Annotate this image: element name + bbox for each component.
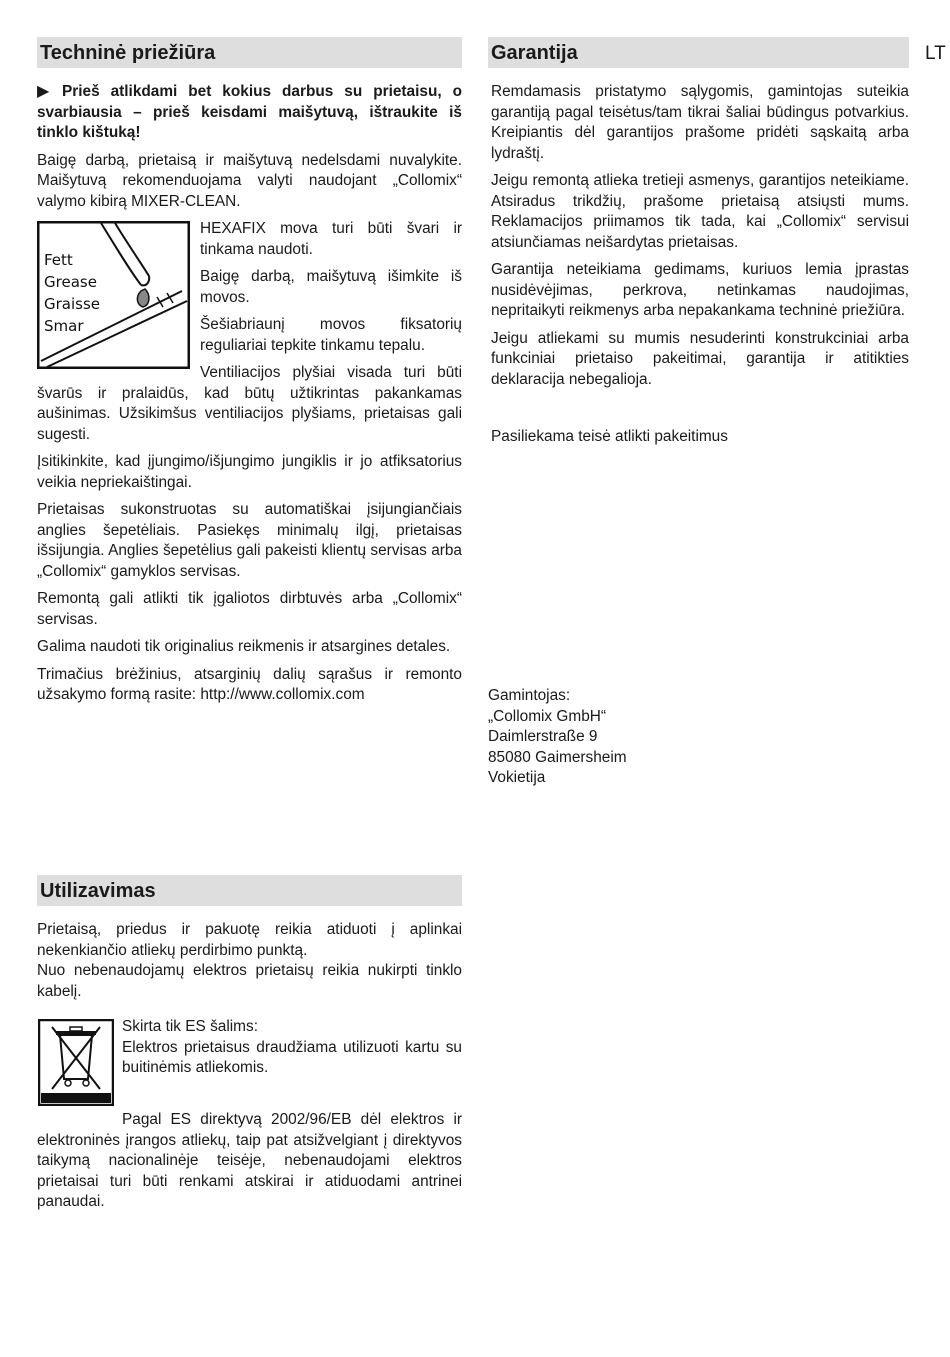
- disposal-p1: Prietaisą, priedus ir pakuotę reikia atiduoti į aplinkai nekenkiančio atliekų perdirbimo punktą.: [37, 921, 462, 959]
- disposal-section: [37, 875, 462, 1220]
- grease-label-1: Fett: [44, 251, 73, 269]
- warranty-p2: Jeigu remontą atlieka tretieji asmenys, garantijos neteikiame. Atsiradus trikdžių, prašome prietaisą atsiųsti mums. Reklamacijos priimamos tik tada, kai „Collomix“ servisui atsiunčiamas neišardytas prietaisas.: [491, 172, 909, 251]
- maintenance-p7: Prietaisas sukonstruotas su automatiškai įsijungiančiais anglies šepetėliais. Pasiekęs minimalų ilgį, prietaisas išsijungia. Anglies šepetėlius gali pakeisti klientų servisas arba „Collomix“ gamyklos servisas.: [37, 501, 462, 580]
- language-code: LT: [925, 43, 946, 64]
- maintenance-section: [37, 37, 462, 706]
- warranty-p3: Garantija neteikiama gedimams, kuriuos lemia įprastas nusidėvėjimas, perkrova, netinkamas naudojimas, nepritaikyti reikmenys arba nepakankama techninė priežiūra.: [491, 261, 909, 319]
- grease-label-3: Graisse: [44, 295, 101, 313]
- maintenance-p2: HEXAFIX mova turi būti švari ir tinkama naudoti.: [200, 220, 462, 258]
- warning-text: Prieš atlikdami bet kokius darbus su prietaisu, o svarbiausia – prieš keisdami maišytuvą, ištraukite iš tinklo kištuką!: [37, 83, 462, 141]
- maintenance-p4: Šešiabriaunį movos fiksatorių reguliariai tepkite tinkamu tepalu.: [200, 316, 462, 354]
- right-column: [488, 37, 909, 455]
- warranty-p1: Remdamasis pristatymo sąlygomis, gamintojas suteikia garantiją pagal teisėtus/tam tikrai šaliai būdingus potvarkius. Kreipiantis dėl garantijos prašome pridėti sąskaitą arba lydraštį.: [491, 83, 909, 162]
- maintenance-p1: Baigę darbą, prietaisą ir maišytuvą nedelsdami nuvalykite. Maišytuvą rekomenduojama valyti naudojant „Collomix“ valymo kibirą MIXER-CLEAN.: [37, 151, 462, 210]
- warranty-p4: Jeigu atliekami su mumis nesuderinti konstrukciniai arba funkciniai prietaiso pakeitimai, garantija ir atitikties deklaracija nebegalioja.: [491, 329, 909, 388]
- manufacturer-address: [488, 686, 788, 789]
- maintenance-p10: Trimačius brėžinius, atsarginių dalių sąrašus ir remonto užsakymo formą rasite: http://www.collomix.com: [37, 665, 462, 703]
- manufacturer-street: Daimlerstraße 9: [488, 728, 598, 745]
- manufacturer-company: „Collomix GmbH“: [488, 707, 606, 725]
- manufacturer-country: Vokietija: [488, 769, 546, 786]
- warranty-section: [488, 37, 909, 448]
- disposal-directive: Pagal ES direktyvą 2002/96/EB dėl elektros ir elektroninės įrangos atliekų, taip pat atsižvelgiant į direktyvos taikymą nacionalinėje teisėje, nebenaudojami elektros prietaisai turi būti renkami atskirai ir atiduodami antrinei panaudai.: [37, 1111, 462, 1210]
- maintenance-p8: Remontą gali atlikti tik įgaliotos dirbtuvės arba „Collomix“ servisas.: [37, 590, 462, 628]
- weee-bin-icon: [38, 1019, 114, 1106]
- maintenance-warning: [37, 82, 462, 144]
- maintenance-p6: Įsitikinkite, kad įjungimo/išjungimo jungiklis ir jo atfiksatorius veikia nepriekaištingai.: [37, 453, 462, 491]
- reserve-changes: Pasiliekama teisė atlikti pakeitimus: [491, 428, 728, 445]
- maintenance-heading: Techninė priežiūra: [37, 37, 462, 68]
- manufacturer-label: Gamintojas:: [488, 687, 571, 704]
- maintenance-p3: Baigę darbą, maišytuvą išimkite iš movos.: [200, 268, 462, 306]
- manufacturer-city: 85080 Gaimersheim: [488, 748, 627, 766]
- disposal-heading: Utilizavimas: [37, 875, 462, 906]
- maintenance-p5: Ventiliacijos plyšiai visada turi būti švarūs ir pralaidūs, kad būtų užtikrintas pakankamas aušinimas. Užsikimšus ventiliacijos plyšiams, prietaisas gali sugesti.: [37, 364, 462, 443]
- disposal-p2: Nuo nebenaudojamų elektros prietaisų reikia nukirpti tinklo kabelį.: [37, 962, 462, 1000]
- warranty-heading: Garantija: [488, 37, 909, 68]
- left-column: [37, 37, 462, 713]
- grease-label-4: Smar: [44, 317, 84, 335]
- warning-triangle-icon: ▶: [37, 83, 56, 100]
- maintenance-p9: Galima naudoti tik originalius reikmenis ir atsargines detales.: [37, 638, 451, 655]
- grease-label-2: Grease: [44, 273, 97, 291]
- grease-illustration: [37, 221, 190, 369]
- eu-only-text: Elektros prietaisus draudžiama utilizuoti kartu su buitinėmis atliekomis.: [122, 1038, 462, 1076]
- eu-only-label: Skirta tik ES šalims:: [122, 1018, 258, 1035]
